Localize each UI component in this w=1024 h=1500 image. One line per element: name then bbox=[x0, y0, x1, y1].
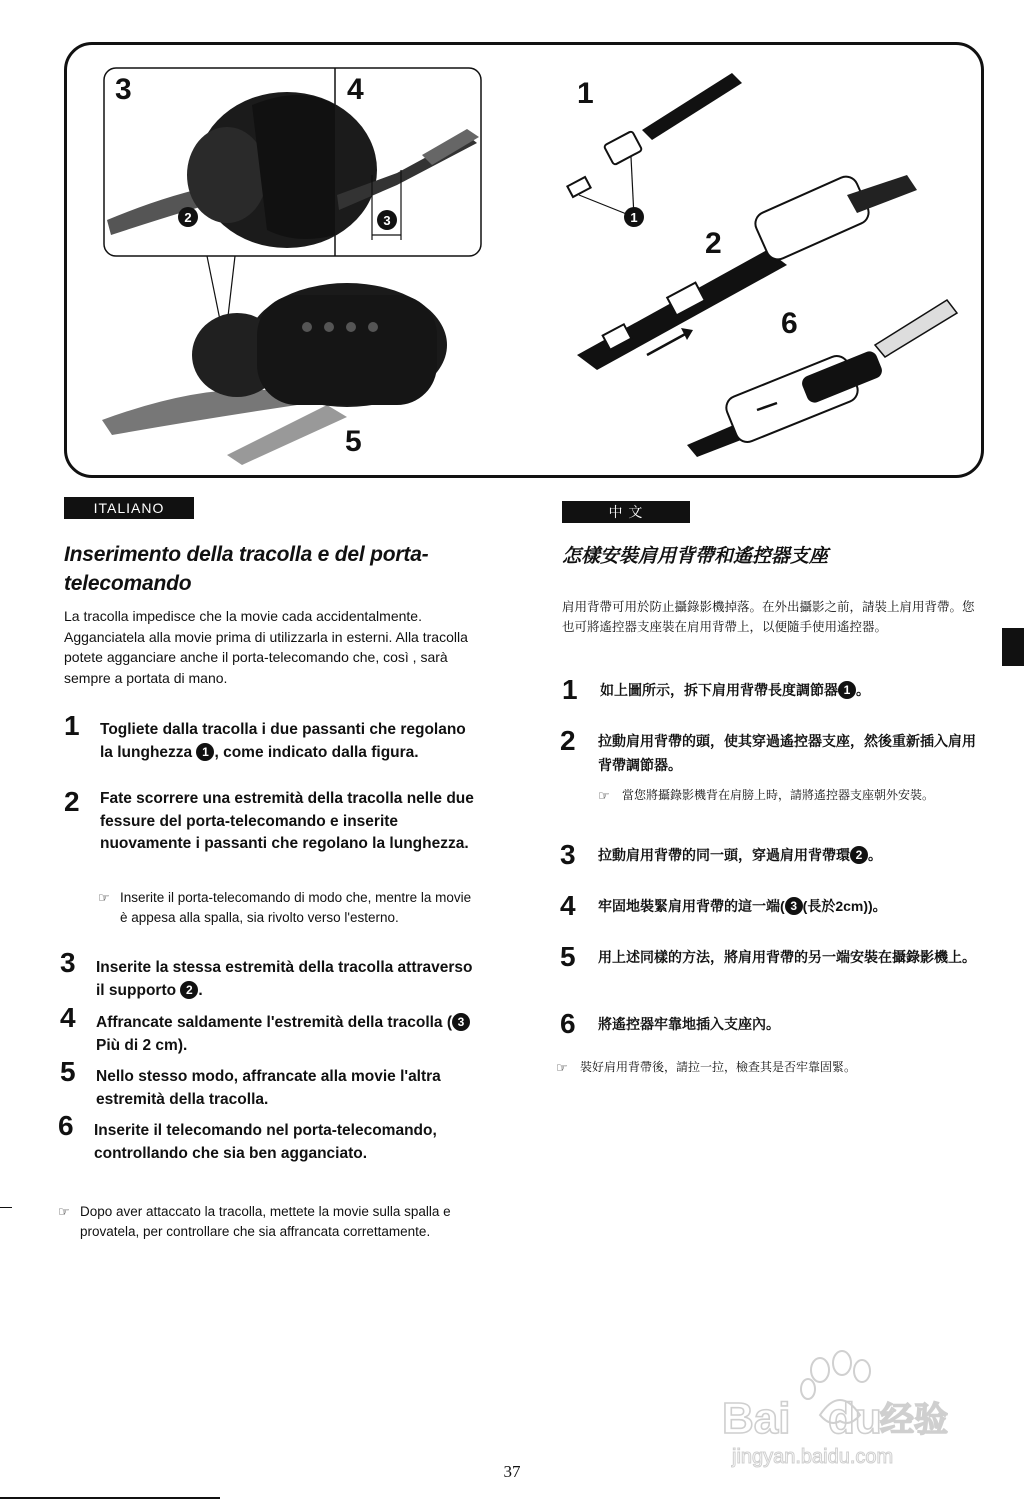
svg-text:du: du bbox=[828, 1394, 882, 1443]
svg-text:1: 1 bbox=[630, 210, 638, 225]
paw-logo-icon bbox=[720, 1345, 980, 1475]
camcorder-body bbox=[102, 283, 447, 465]
figure-label-5: 5 bbox=[345, 425, 362, 458]
figure-label-2: 2 bbox=[705, 227, 722, 260]
figure-label-3: 3 bbox=[115, 73, 132, 106]
strap-installation-illustration bbox=[67, 45, 981, 475]
callout-3: 3 bbox=[452, 1013, 470, 1031]
figure-label-4: 4 bbox=[347, 73, 364, 106]
callout-2: 2 bbox=[850, 846, 868, 864]
callout-1: 1 bbox=[838, 681, 856, 699]
callout-3: 3 bbox=[785, 897, 803, 915]
illustration-panel bbox=[64, 42, 984, 478]
baidu-watermark bbox=[720, 1345, 980, 1475]
chinese-step-2-note: ☞ 當您將攝錄影機背在肩膀上時，請將遙控器支座朝外安裝。 bbox=[598, 788, 935, 803]
pointing-hand-icon: ☞ bbox=[598, 788, 610, 803]
language-tag-italiano: ITALIANO bbox=[64, 497, 194, 519]
svg-text:经验: 经验 bbox=[880, 1400, 948, 1440]
edge-mark bbox=[0, 1497, 220, 1499]
section-thumb-tab bbox=[1002, 628, 1024, 666]
svg-text:Bai: Bai bbox=[722, 1394, 791, 1443]
svg-text:3: 3 bbox=[383, 213, 391, 228]
svg-text:jingyan.baidu.com: jingyan.baidu.com bbox=[732, 1446, 894, 1468]
italian-step-2-note: ☞ Inserite il porta-telecomando di modo che, mentre la movie è appesa alla spalla, sia rivolto verso l'esterno. bbox=[98, 890, 472, 925]
edge-mark bbox=[0, 1207, 12, 1208]
pointing-hand-icon: ☞ bbox=[58, 1204, 70, 1219]
italian-intro: La tracolla impedisce che la movie cada accidentalmente. Agganciatela alla movie prima di utilizzarla in esterni. Alla tracolla potete agganciare anche il porta-telecomando che, così , sarà sempre a portata di mano. bbox=[64, 608, 468, 686]
chinese-section-title: 怎樣安裝肩用背帶和遙控器支座 bbox=[562, 546, 829, 567]
svg-text:2: 2 bbox=[184, 210, 192, 225]
italian-section-title: Inserimento della tracolla e del porta-telecomando bbox=[64, 543, 429, 595]
pointing-hand-icon: ☞ bbox=[98, 890, 110, 905]
chinese-intro: 肩用背帶可用於防止攝錄影機掉落。在外出攝影之前，請裝上肩用背帶。您也可將遙控器支座裝在肩用背帶上，以便隨手使用遙控器。 bbox=[562, 600, 975, 634]
language-tag-chinese: 中 文 bbox=[562, 501, 690, 523]
strap-adjuster-diagram bbox=[567, 73, 957, 457]
chinese-final-note: ☞ 裝好肩用背帶後，請拉一拉，檢查其是否牢靠固緊。 bbox=[556, 1060, 857, 1075]
callout-1: 1 bbox=[196, 743, 214, 761]
callout-2: 2 bbox=[180, 981, 198, 999]
pointing-hand-icon: ☞ bbox=[556, 1060, 568, 1075]
figure-label-6: 6 bbox=[781, 307, 798, 340]
page-number: 37 bbox=[503, 1462, 521, 1481]
italian-final-note: ☞ Dopo aver attaccato la tracolla, mettete la movie sulla spalla e provatela, per controllare che sia affrancata correttamente. bbox=[58, 1204, 451, 1239]
figure-label-1: 1 bbox=[577, 77, 594, 110]
